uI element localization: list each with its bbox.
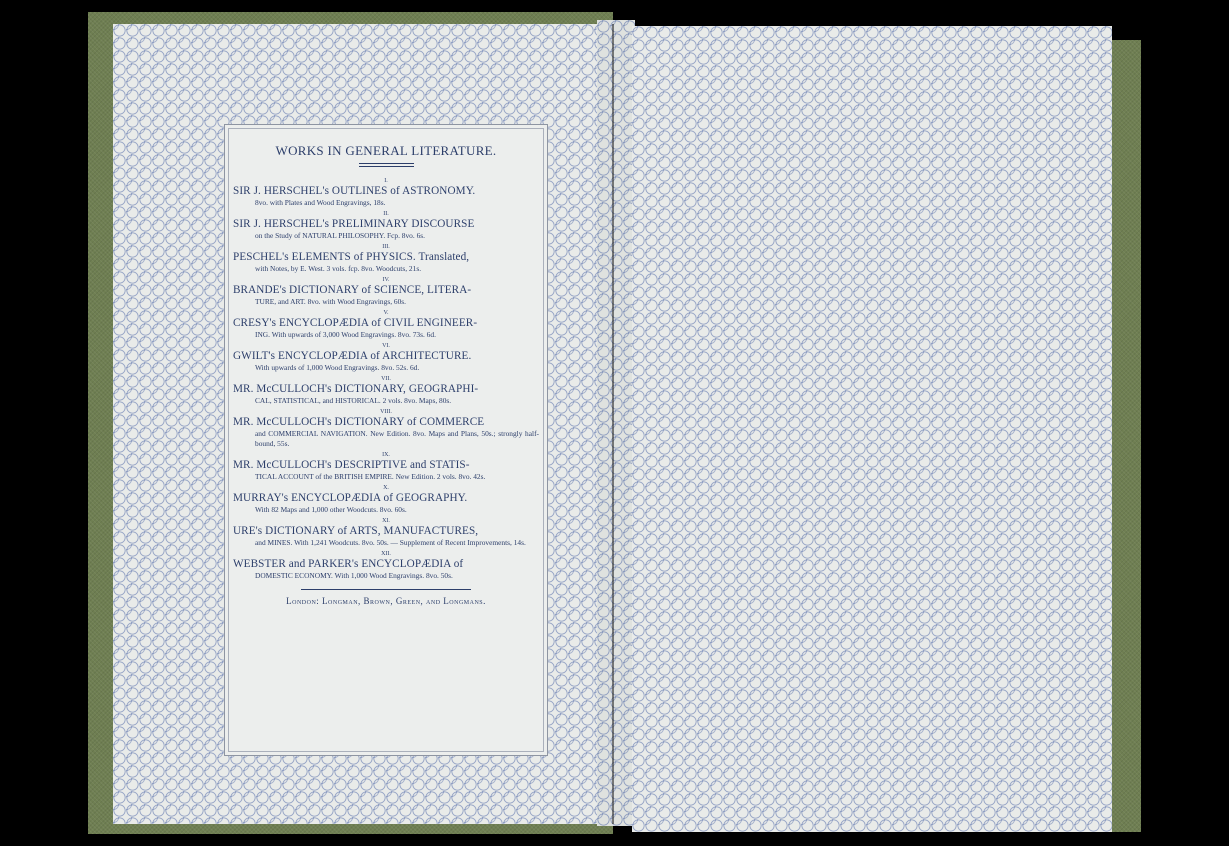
publisher-imprint: London: Longman, Brown, Green, and Longmans.: [286, 596, 486, 606]
book-gutter: [597, 20, 635, 826]
book-entry: [233, 550, 539, 581]
entry-heading: MR. McCULLOCH's DICTIONARY, GEOGRAPHI-: [233, 383, 479, 395]
entry-heading: SIR J. HERSCHEL's OUTLINES of ASTRONOMY.: [233, 185, 476, 197]
entry-detail: With upwards of 1,000 Wood Engravings. 8vo. 52s. 6d.: [255, 363, 420, 372]
entry-numeral: XI.: [382, 518, 390, 524]
entry-heading: BRANDE's DICTIONARY of SCIENCE, LITERA-: [233, 284, 472, 296]
entry-numeral: III.: [382, 244, 390, 250]
entry-numeral: VII.: [381, 376, 391, 382]
entry-heading: WEBSTER and PARKER's ENCYCLOPÆDIA of: [233, 558, 464, 570]
title-rule: [359, 163, 414, 167]
entry-detail: TURE, and ART. 8vo. with Wood Engravings, 60s.: [255, 297, 407, 306]
entry-heading: URE's DICTIONARY of ARTS, MANUFACTURES,: [233, 525, 479, 537]
entry-detail: TICAL ACCOUNT of the BRITISH EMPIRE. New Edition. 2 vols. 8vo. 42s.: [255, 472, 486, 481]
entry-heading: PESCHEL's ELEMENTS of PHYSICS. Translated,: [233, 251, 470, 263]
advertisement-title: WORKS IN GENERAL LITERATURE.: [275, 143, 497, 158]
entry-detail: and COMMERCIAL NAVIGATION. New Edition. 8vo. Maps and Plans, 50s.; strongly half-bound, 55s.: [255, 429, 539, 448]
entry-detail: 8vo. with Plates and Wood Engravings, 18s.: [255, 198, 386, 207]
entry-numeral: V.: [383, 310, 389, 316]
gutter-crease: [612, 24, 614, 824]
entry-detail: ING. With upwards of 3,000 Wood Engravings. 8vo. 73s. 6d.: [255, 330, 436, 339]
entries-list: [233, 177, 539, 581]
book-entry: [233, 342, 539, 373]
book-entry: [233, 375, 539, 406]
entry-detail: with Notes, by E. West. 3 vols. fcp. 8vo. Woodcuts, 21s.: [255, 264, 422, 273]
book-entry: [233, 408, 539, 449]
entry-heading: GWILT's ENCYCLOPÆDIA of ARCHITECTURE.: [233, 350, 472, 362]
book-entry: [233, 210, 539, 241]
entry-detail: CAL, STATISTICAL, and HISTORICAL. 2 vols. 8vo. Maps, 80s.: [255, 396, 452, 405]
entry-detail: on the Study of NATURAL PHILOSOPHY. Fcp. 8vo. 6s.: [255, 231, 425, 240]
entry-heading: MURRAY's ENCYCLOPÆDIA of GEOGRAPHY.: [233, 492, 468, 504]
book-entry: [233, 276, 539, 307]
entry-numeral: I.: [384, 178, 388, 184]
entry-numeral: IV.: [382, 277, 390, 283]
book-entry: [233, 451, 539, 482]
entry-detail: and MINES. With 1,241 Woodcuts. 8vo. 50s. — Supplement of Recent Improvements, 14s.: [255, 538, 526, 547]
entry-numeral: XII.: [381, 551, 391, 557]
book-entry: [233, 309, 539, 340]
book-entry: [233, 517, 539, 548]
footer-rule: [301, 589, 471, 590]
entry-numeral: II.: [383, 211, 389, 217]
book-entry: [233, 243, 539, 274]
book-entry: [233, 484, 539, 515]
book-entry: [233, 177, 539, 208]
entry-heading: SIR J. HERSCHEL's PRELIMINARY DISCOURSE: [233, 218, 475, 230]
entry-heading: MR. McCULLOCH's DESCRIPTIVE and STATIS-: [233, 459, 470, 471]
entry-heading: CRESY's ENCYCLOPÆDIA of CIVIL ENGINEER-: [233, 317, 478, 329]
entry-numeral: IX.: [382, 452, 390, 458]
entry-numeral: VIII.: [380, 409, 392, 415]
entry-detail: DOMESTIC ECONOMY. With 1,000 Wood Engravings. 8vo. 50s.: [255, 571, 453, 580]
entry-numeral: VI.: [382, 343, 390, 349]
entry-numeral: X.: [383, 485, 389, 491]
entry-heading: MR. McCULLOCH's DICTIONARY of COMMERCE: [233, 416, 485, 428]
right-endpaper: [632, 26, 1112, 832]
entry-detail: With 82 Maps and 1,000 other Woodcuts. 8vo. 60s.: [255, 505, 407, 514]
advertisement-panel: [224, 124, 548, 756]
